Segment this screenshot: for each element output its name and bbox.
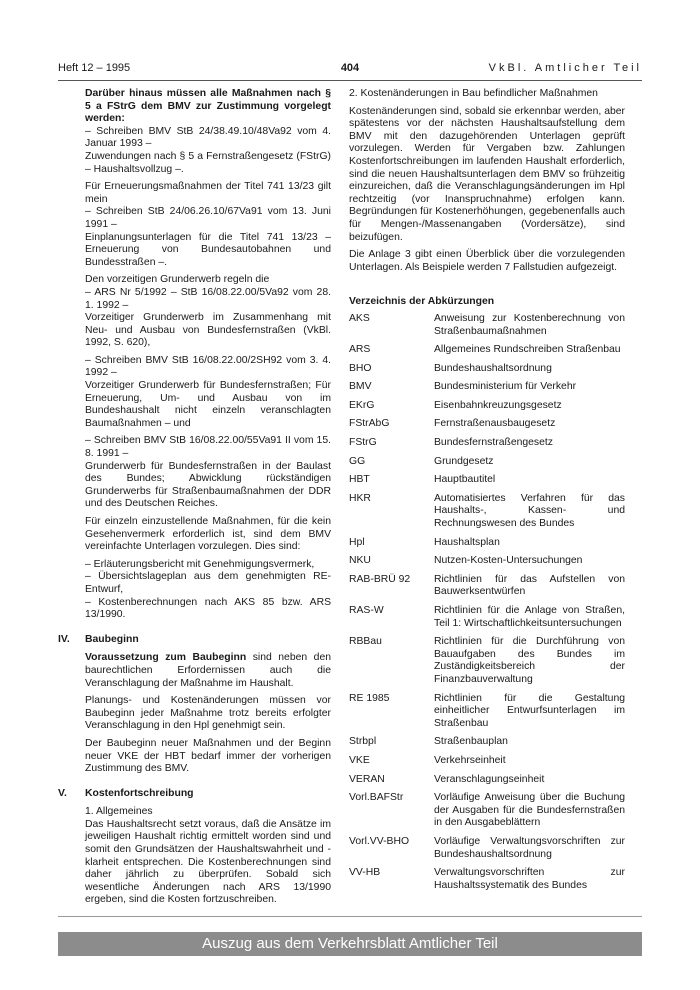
right-column xyxy=(349,88,625,898)
abbreviation-row xyxy=(349,867,625,892)
abbreviation-value: Nutzen-Kosten-Untersuchungen xyxy=(434,555,583,567)
page-number: 404 xyxy=(340,62,360,74)
abbreviation-value: Hauptbautitel xyxy=(434,474,496,486)
abbreviation-key: FStrG xyxy=(349,437,377,449)
abbreviation-key: NKU xyxy=(349,555,371,567)
abbreviation-row xyxy=(349,636,625,686)
abbreviation-value: Vorläufige Anweisung über die Buchung der Ausgaben für die Bundesfernstraßen in den Ausgabeblättern xyxy=(434,792,625,829)
abbreviation-key: RBBau xyxy=(349,636,382,648)
footer-divider xyxy=(58,916,642,917)
abbreviation-row xyxy=(349,755,625,768)
abbreviation-value: Eisenbahnkreuzungsgesetz xyxy=(434,399,562,411)
footer-text: Auszug aus dem Verkehrsblatt Amtlicher Teil xyxy=(202,935,498,952)
section-numeral: V. xyxy=(58,787,67,799)
abbreviation-value: Veranschlagungseinheit xyxy=(434,773,545,785)
subheading: 2. Kostenänderungen in Bau befindlicher Maßnahmen xyxy=(349,88,598,99)
abbreviation-key: GG xyxy=(349,455,366,467)
publication-title: VkBl. Amtlicher Teil xyxy=(488,62,642,74)
abbreviation-key: RE 1985 xyxy=(349,692,390,704)
abbreviation-key: Hpl xyxy=(349,536,365,548)
abbreviation-row xyxy=(349,344,625,357)
section-heading: Kostenfortschreibung xyxy=(85,787,194,799)
paragraph: Der Baubeginn neuer Maßnahmen und der Beginn neuer VKE der HBT bedarf immer der vorherigen Zustimmung des BMV. xyxy=(85,737,331,775)
list-item: – Übersichtslageplan aus dem genehmigten RE-Entwurf, xyxy=(85,571,331,595)
abbreviation-value: Grundgesetz xyxy=(434,455,494,467)
abbreviation-row xyxy=(349,792,625,830)
abbreviation-key: ARS xyxy=(349,344,371,356)
abbreviation-row xyxy=(349,555,625,568)
abbreviation-key: BMV xyxy=(349,381,372,393)
abbreviation-key: AKS xyxy=(349,312,370,324)
subheading: 1. Allgemeines xyxy=(85,806,153,818)
abbreviation-key: HBT xyxy=(349,474,370,486)
abbreviation-row xyxy=(349,437,625,450)
header-divider xyxy=(58,80,642,81)
abbreviation-row xyxy=(349,381,625,394)
abbreviation-row xyxy=(349,605,625,630)
section-baubeginn xyxy=(58,633,331,776)
paragraph: Für einzeln einzustellende Maßnahmen, für die kein Gesehenvermerk erforderlich ist, sind dem BMV vereinfachte Unterlagen vorzulegen. Dies sind: xyxy=(85,516,331,553)
abbreviation-row xyxy=(349,456,625,469)
abbreviation-value: Bundeshaushaltsordnung xyxy=(434,362,552,374)
abbreviation-key: BHO xyxy=(349,362,372,374)
abbreviations-title: Verzeichnis der Abkürzungen xyxy=(349,296,495,308)
abbreviation-row xyxy=(349,418,625,431)
paragraph: – ARS Nr 5/1992 – StB 16/08.22.00/5Va92 vom 28. 1. 1992 – xyxy=(85,286,331,311)
abbreviation-key: Strbpl xyxy=(349,736,377,748)
abbreviation-key: HKR xyxy=(349,492,371,504)
abbreviation-value: Verkehrseinheit xyxy=(434,754,506,766)
intro-bold: Darüber hinaus müssen alle Maßnahmen nach § 5 a FStrG dem BMV zur Zustimmung vorgelegt werden: xyxy=(85,88,331,125)
abbreviation-row xyxy=(349,574,625,599)
abbreviation-value: Richtlinien für die Gestaltung einheitlicher Entwurfsunterlagen im Straßenbau xyxy=(434,692,625,729)
page-header xyxy=(58,62,642,80)
paragraph: Für Erneuerungsmaßnahmen der Titel 741 13/23 gilt mein xyxy=(85,181,331,205)
paragraph: Planungs- und Kostenänderungen müssen vor Baubeginn jeder Maßnahme trotz bereits erfolgter Veranschlagung in den Hpl genehmigt sein. xyxy=(85,695,331,732)
abbreviation-key: EKrG xyxy=(349,399,375,411)
abbreviation-value: Bundesministerium für Verkehr xyxy=(434,381,577,393)
abbreviation-key: VKE xyxy=(349,754,370,766)
abbreviation-key: FStrAbG xyxy=(349,418,390,430)
paragraph: Die Anlage 3 gibt einen Überblick über die vorzulegenden Unterlagen. Als Beispiele werden 7 Fallstudien aufgezeigt. xyxy=(349,249,625,273)
abbreviation-value: Automatisiertes Verfahren für das Haushalts-, Kassen- und Rechnungswesen des Bundes xyxy=(434,492,625,530)
abbreviation-row xyxy=(349,774,625,787)
abbreviation-row xyxy=(349,363,625,376)
abbreviation-value: Bundesfernstraßengesetz xyxy=(434,437,553,449)
paragraph: Grunderwerb für Bundesfernstraßen in der Baulast des Bundes; Abwicklung rückständigen Grunderwerbs für Straßenbaumaßnahmen der DDR und des Deutschen Reiches. xyxy=(85,460,331,510)
abbreviation-key: RAS-W xyxy=(349,605,384,616)
abbreviation-value: Richtlinien für die Durchführung von Bauaufgaben des Bundes im Zuständigkeitsbereich der Finanzbauverwaltung xyxy=(434,636,625,685)
abbreviation-value: Verwaltungsvorschriften zur Haushaltssystematik des Bundes xyxy=(434,867,625,891)
paragraph: – Schreiben BMV StB 24/38.49.10/48Va92 vom 4. Januar 1993 – xyxy=(85,125,331,150)
abbreviation-row xyxy=(349,493,625,531)
abbreviation-key: Vorl.VV-BHO xyxy=(349,835,410,847)
paragraph-text: sind neben den baurechtlichen Erfordernissen auch die Veranschlagung der Maßnahme im Haushalt. xyxy=(85,652,331,689)
paragraph: – Schreiben BMV StB 16/08.22.00/2SH92 vom 3. 4. 1992 – xyxy=(85,354,331,379)
paragraph: Vorzeitiger Grunderwerb im Zusammenhang mit Neu- und Ausbau von Bundesfernstraßen (VkBl. 1992, S. 620), xyxy=(85,312,331,349)
abbreviation-value: Fernstraßenausbaugesetz xyxy=(434,418,556,430)
paragraph: Vorzeitiger Grunderwerb für Bundesfernstraßen; Für Erneuerung, Um- und Ausbau von im Bundeshaushalt nicht einzeln veranschlagten Baumaßnahmen – und xyxy=(85,380,331,429)
abbreviation-value: Haushaltsplan xyxy=(434,536,500,548)
paragraph xyxy=(85,652,331,690)
abbreviation-row xyxy=(349,693,625,731)
abbreviation-value: Richtlinien für das Aufstellen von Bauwerksentwürfen xyxy=(434,573,625,598)
emphasis: Voraussetzung zum Baubeginn xyxy=(85,652,247,664)
left-column xyxy=(58,88,331,912)
list-item: – Erläuterungsbericht mit Genehmigungsvermerk, xyxy=(85,558,315,570)
abbreviation-value: Allgemeines Rundschreiben Straßenbau xyxy=(434,344,621,356)
abbreviation-value: Straßenbauplan xyxy=(434,736,508,748)
abbreviation-list xyxy=(349,313,625,892)
section-kostenfortschreibung xyxy=(58,787,331,907)
abbreviation-key: VV-HB xyxy=(349,867,381,879)
list-item: – Kostenberechnungen nach AKS 85 bzw. ARS 13/1990. xyxy=(85,596,331,621)
abbreviation-row xyxy=(349,474,625,487)
issue-label: Heft 12 – 1995 xyxy=(58,62,131,74)
paragraph: Das Haushaltsrecht setzt voraus, daß die Ansätze im jeweiligen Haushalt richtig ermittelt worden sind und somit den Grundsätzen der Haushaltswahrheit und -klarheit entsprechen. Die Kostenberechnungen sind daher jährlich zu überprüfen. Sobald sich wesentliche Änderungen nach ARS 13/1990 ergeben, sind die Kosten fortzuschreiben. xyxy=(85,818,331,906)
abbreviation-key: VERAN xyxy=(349,773,385,785)
abbreviation-value: Richtlinien für die Anlage von Straßen, Teil 1: Wirtschaftlichkeitsuntersuchungen xyxy=(434,605,625,629)
section-numeral: IV. xyxy=(58,633,70,645)
abbreviation-key: Vorl.BAFStr xyxy=(349,792,404,804)
paragraph: – Schreiben StB 24/06.26.10/67Va91 vom 13. Juni 1991 – xyxy=(85,206,331,230)
abbreviation-key: RAB-BRÜ 92 xyxy=(349,573,411,585)
paragraph: Den vorzeitigen Grunderwerb regeln die xyxy=(85,274,270,286)
footer-banner xyxy=(58,932,642,956)
abbreviation-row xyxy=(349,836,625,861)
paragraph: Zuwendungen nach § 5 a Fernstraßengesetz (FStrG) – Haushaltsvollzug –. xyxy=(85,150,331,175)
abbreviation-value: Vorläufige Verwaltungsvorschriften zur Bundeshaushaltsordnung xyxy=(434,835,625,860)
abbreviation-row xyxy=(349,736,625,749)
section-heading: Baubeginn xyxy=(85,633,139,645)
paragraph: Einplanungsunterlagen für die Titel 741 13/23 – Erneuerung von Bundesautobahnen und Bundesstraßen –. xyxy=(85,231,331,268)
abbreviation-row xyxy=(349,313,625,338)
paragraph: – Schreiben BMV StB 16/08.22.00/55Va91 II vom 15. 8. 1991 – xyxy=(85,435,331,460)
paragraph: Kostenänderungen sind, sobald sie erkennbar werden, aber spätestens vor der nächsten Haushaltsaufstellung dem BMV mit den dazugehörenden Unterlagen geprüft vorzulegen. Werden für Vergaben bzw. Zahlungen Kostenfortschreibungen im laufenden Haushalt erforderlich, sind die neuen Haushaltsunterlagen dem BMV so frühzeitig einzureichen, daß die Veranschlagungsänderungen im Hpl rechtzeitig (vor Inanspruchnahme) erfolgen kann. Begründungen für Kostenerhöhungen, gegebenenfalls auch für Mengen-/Massenangaben (Vordersätze), sind beizufügen. xyxy=(349,105,625,243)
abbreviation-row xyxy=(349,537,625,550)
abbreviation-value: Anweisung zur Kostenberechnung von Straßenbaumaßnahmen xyxy=(434,312,625,337)
abbreviation-row xyxy=(349,400,625,413)
